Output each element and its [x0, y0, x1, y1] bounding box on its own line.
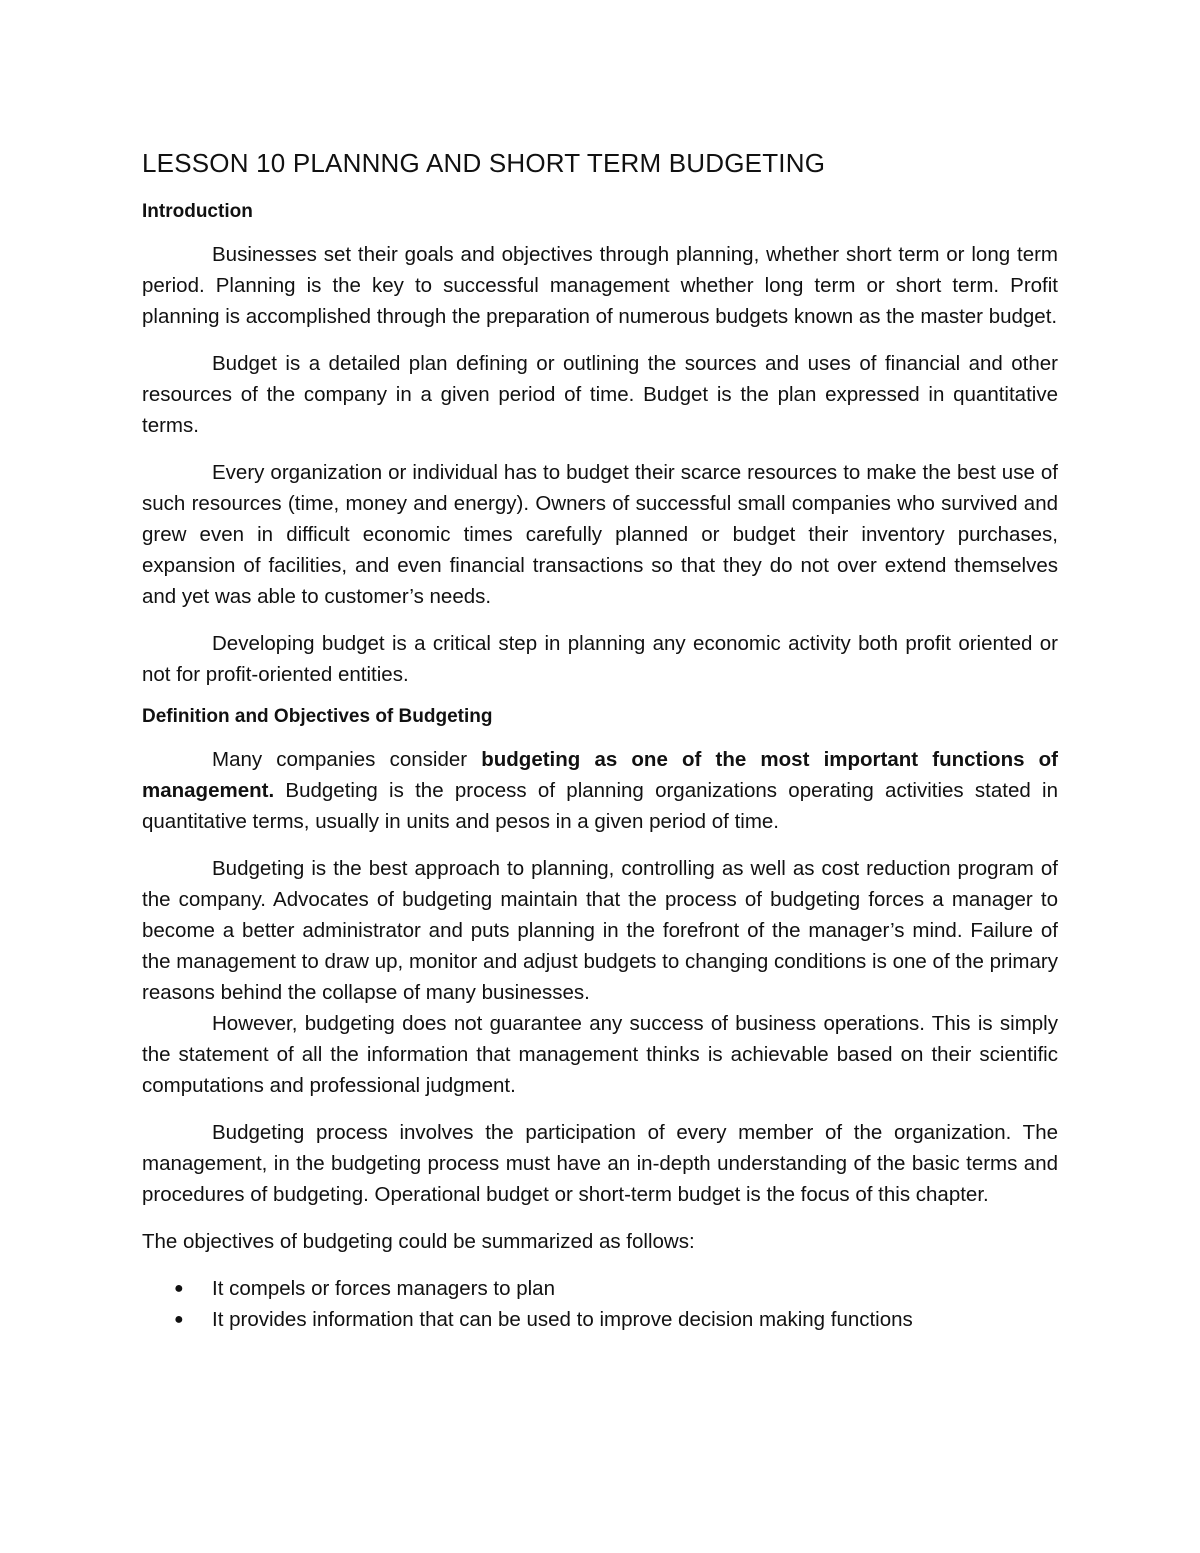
definition-p1-start: Many companies consider	[212, 748, 482, 771]
intro-paragraph-3: Every organization or individual has to budget their scarce resources to make the best use of such resources (time, money and energy). Owners of successful small companies who survived and grew even in difficult economic times carefully planned or budget their inventory purchases, expansion of facilities, and even financial transactions so that they do not over extend themselves and yet was able to customer’s needs.	[142, 461, 1058, 608]
introduction-heading: Introduction	[142, 201, 253, 222]
document-page	[142, 148, 1058, 1335]
definition-p1-end: Budgeting is the process of planning organizations operating activities stated in quantitative terms, usually in units and pesos in a given period of time.	[142, 779, 1058, 833]
objectives-list	[142, 1273, 1058, 1335]
objectives-intro: The objectives of budgeting could be summarized as follows:	[142, 1230, 695, 1253]
list-item-text: It compels or forces managers to plan	[212, 1277, 555, 1300]
definition-paragraph-3: However, budgeting does not guarantee any success of business operations. This is simply the statement of all the information that management thinks is achievable based on their scientific computations and professional judgment.	[142, 1012, 1058, 1097]
bullet-icon: ●	[174, 1311, 184, 1328]
definition-paragraph-1	[142, 744, 1058, 837]
page-title: LESSON 10 PLANNNG AND SHORT TERM BUDGETING	[142, 148, 826, 178]
definition-paragraph-2: Budgeting is the best approach to planning, controlling as well as cost reduction program of the company. Advocates of budgeting maintain that the process of budgeting forces a manager to become a better administrator and puts planning in the forefront of the manager’s mind. Failure of the management to draw up, monitor and adjust budgets to changing conditions is one of the primary reasons behind the collapse of many businesses.	[142, 857, 1058, 1004]
bullet-icon: ●	[174, 1280, 184, 1297]
definition-heading: Definition and Objectives of Budgeting	[142, 706, 493, 727]
definition-paragraph-4: Budgeting process involves the participation of every member of the organization. The management, in the budgeting process must have an in-depth understanding of the basic terms and procedures of budgeting. Operational budget or short-term budget is the focus of this chapter.	[142, 1121, 1058, 1206]
intro-paragraph-4: Developing budget is a critical step in planning any economic activity both profit oriented or not for profit-oriented entities.	[142, 632, 1058, 686]
intro-paragraph-2: Budget is a detailed plan defining or outlining the sources and uses of financial and other resources of the company in a given period of time. Budget is the plan expressed in quantitative terms.	[142, 352, 1058, 437]
list-item	[142, 1304, 1058, 1335]
list-item	[142, 1273, 1058, 1304]
definition-p1-bold: budgeting as one of the most important functions of management.	[142, 748, 1058, 802]
list-item-text: It provides information that can be used to improve decision making functions	[212, 1308, 913, 1331]
intro-paragraph-1: Businesses set their goals and objectives through planning, whether short term or long term period. Planning is the key to successful management whether long term or short term. Profit planning is accomplished through the preparation of numerous budgets known as the master budget.	[142, 243, 1058, 328]
